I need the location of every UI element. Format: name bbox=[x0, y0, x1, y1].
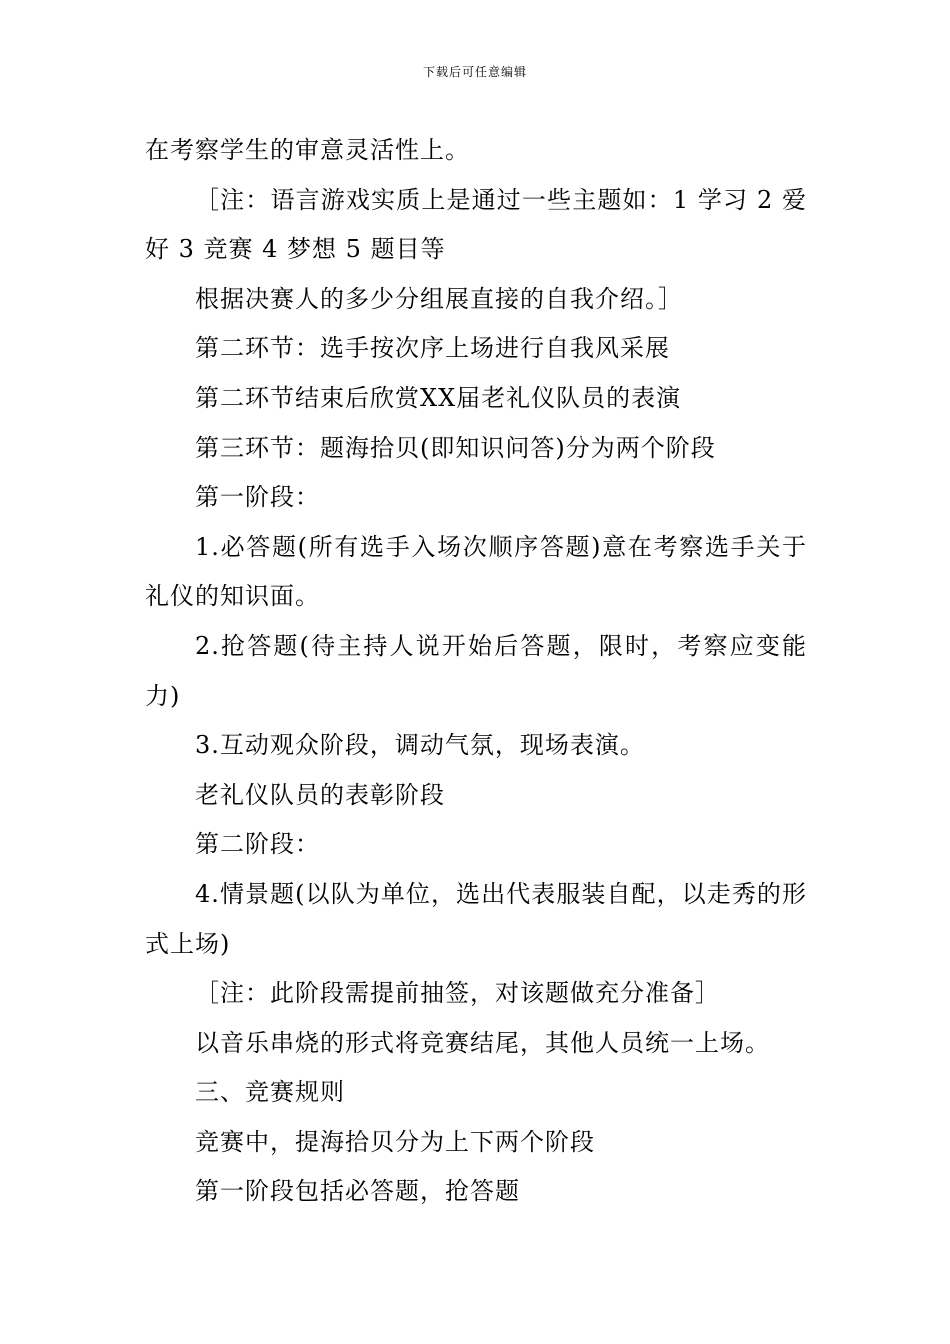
paragraph: 第一阶段： bbox=[195, 483, 320, 512]
paragraph: 第二环节：选手按次序上场进行自我风采展 bbox=[195, 334, 670, 363]
page-header-note: 下载后可任意编辑 bbox=[422, 65, 527, 79]
paragraph: 2.抢答题(待主持人说开始后答题，限时，考察应变能力) bbox=[145, 631, 807, 710]
paragraph: 第二阶段： bbox=[195, 830, 320, 859]
document-body bbox=[145, 126, 807, 1217]
paragraph: 老礼仪队员的表彰阶段 bbox=[195, 780, 445, 809]
paragraph: 以音乐串烧的形式将竞赛结尾，其他人员统一上场。 bbox=[195, 1028, 770, 1057]
paragraph: ［注：此阶段需提前抽签，对该题做充分准备］ bbox=[195, 979, 720, 1008]
paragraph: 在考察学生的审意灵活性上。 bbox=[145, 136, 470, 164]
paragraph: 根据决赛人的多少分组展直接的自我介绍。］ bbox=[195, 284, 683, 313]
paragraph: 第一阶段包括必答题，抢答题 bbox=[195, 1177, 520, 1206]
section-heading: 三、竞赛规则 bbox=[195, 1078, 345, 1107]
paragraph: ［注：语言游戏实质上是通过一些主题如：1 学习 2 爱好 3 竞赛 4 梦想 5 题目等 bbox=[145, 185, 807, 264]
paragraph: 1.必答题(所有选手入场次顺序答题)意在考察选手关于礼仪的知识面。 bbox=[145, 532, 807, 611]
paragraph: 竞赛中，提海拾贝分为上下两个阶段 bbox=[195, 1127, 595, 1156]
paragraph: 第二环节结束后欣赏XX届老礼仪队员的表演 bbox=[195, 383, 682, 412]
paragraph: 4.情景题(以队为单位，选出代表服装自配，以走秀的形式上场) bbox=[145, 879, 807, 958]
paragraph: 第三环节：题海拾贝(即知识问答)分为两个阶段 bbox=[195, 433, 716, 462]
paragraph: 3.互动观众阶段，调动气氛，现场表演。 bbox=[195, 731, 645, 760]
